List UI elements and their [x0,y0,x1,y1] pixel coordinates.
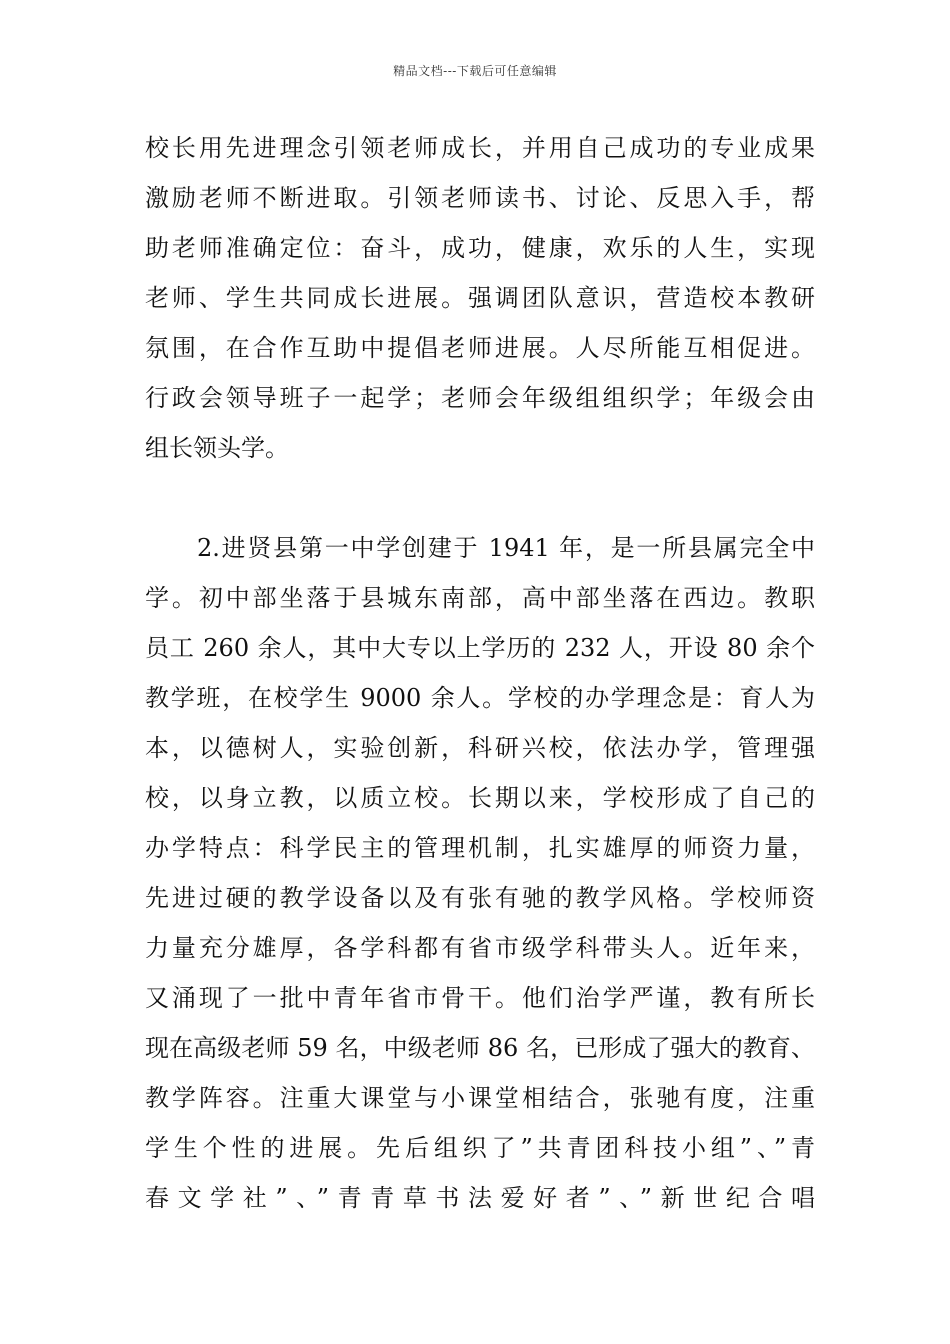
text-line: 教学阵容。注重大课堂与小课堂相结合，张驰有度，注重 [145,1084,815,1112]
text-line: 校长用先进理念引领老师成长，并用自己成功的专业成果 [145,134,815,162]
text-line: 校，以身立教，以质立校。长期以来，学校形成了自己的 [145,784,815,812]
text-line: 组长领头学。 [145,434,289,462]
text-line: 学生个性的进展。先后组织了”共青团科技小组”、”青 [145,1134,815,1162]
text-line: 又涌现了一批中青年省市骨干。他们治学严谨，教有所长 [145,984,815,1012]
text-line: 春文学社”、”青青草书法爱好者”、”新世纪合唱 [145,1184,815,1212]
text-line: 助老师准确定位：奋斗，成功，健康，欢乐的人生，实现 [145,234,815,262]
text-line: 行政会领导班子一起学；老师会年级组组织学；年级会由 [145,384,815,412]
paragraph-2 [145,523,815,1223]
text-line: 力量充分雄厚，各学科都有省市级学科带头人。近年来， [145,934,815,962]
text-line: 教学班，在校学生 9000 余人。学校的办学理念是：育人为 [145,684,815,712]
text-line: 员工 260 余人，其中大专以上学历的 232 人，开设 80 余个 [145,634,815,662]
text-line: 本，以德树人，实验创新，科研兴校，依法办学，管理强 [145,734,815,762]
text-line: 先进过硬的教学设备以及有张有驰的教学风格。学校师资 [145,884,815,912]
paragraph-1 [145,123,815,473]
text-line: 老师、学生共同成长进展。强调团队意识，营造校本教研 [145,284,815,312]
text-line: 现在高级老师 59 名，中级老师 86 名，已形成了强大的教育、 [145,1034,815,1062]
text-line: 激励老师不断进取。引领老师读书、讨论、反思入手，帮 [145,184,815,212]
page-header: 精品文档---下载后可任意编辑 [393,64,557,78]
text-line: 氛围，在合作互助中提倡老师进展。人尽所能互相促进。 [145,334,815,362]
text-line: 2.进贤县第一中学创建于 1941 年，是一所县属完全中 [197,534,815,562]
text-line: 办学特点：科学民主的管理机制，扎实雄厚的师资力量， [145,834,815,862]
text-line: 学。初中部坐落于县城东南部，高中部坐落在西边。教职 [145,584,815,612]
